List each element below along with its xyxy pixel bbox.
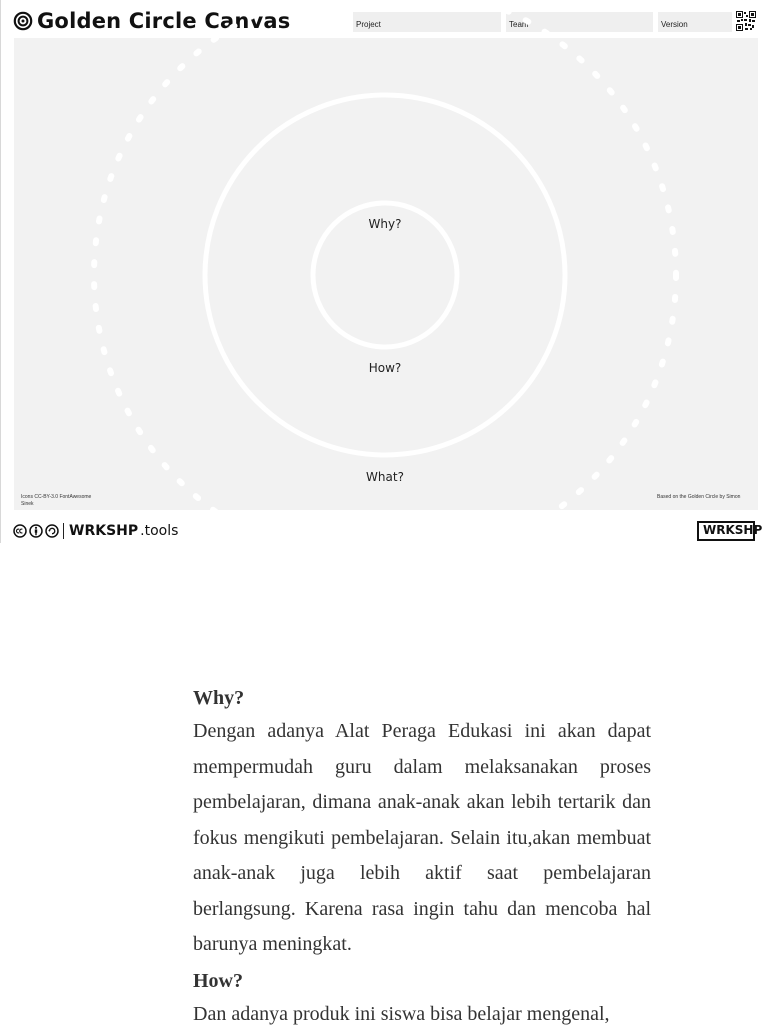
brand-suffix: .tools (140, 523, 178, 539)
wrkshp-logo-badge: WRKSHP (697, 521, 755, 541)
why-heading: Why? (193, 682, 651, 714)
what-label: What? (366, 470, 404, 484)
how-label: How? (369, 361, 402, 375)
target-icon (13, 11, 33, 31)
brand-name: WRKSHP (69, 523, 138, 539)
version-label: Version (661, 21, 732, 29)
how-heading: How? (193, 965, 651, 997)
project-field[interactable] (353, 12, 501, 32)
why-label: Why? (369, 217, 402, 231)
golden-circle-rings (14, 38, 758, 510)
why-paragraph: Dengan adanya Alat Peraga Edukasi ini akan dapat mempermudah guru dalam melaksanakan proses pembelajaran, dimana anak-anak akan lebih tertarik dan fokus mengikuti pembelajaran. Selain itu,akan membuat anak-anak juga lebih aktif saat pembelajaran berlangsung. Karena rasa ingin tahu dan mencoba hal barunya meningkat. (193, 714, 651, 963)
footer-divider (63, 523, 64, 539)
share-alike-icon (45, 524, 59, 538)
attribution-icon (29, 524, 43, 538)
document-body (193, 682, 651, 1032)
canvas-title-bar (13, 8, 290, 34)
icon-credits: Icons CC-BY-3.0 FontAwesome Sinek (21, 494, 101, 508)
how-paragraph: Dan adanya produk ini siswa bisa belajar mengenal, (193, 997, 651, 1032)
golden-circle-board[interactable] (14, 38, 758, 510)
qr-code-icon (736, 11, 756, 31)
creative-commons-icon (13, 524, 27, 538)
how-ring (205, 95, 565, 455)
project-label: Project (356, 21, 501, 29)
canvas-title: Golden Circle Canvas (37, 9, 290, 33)
version-field[interactable] (658, 12, 732, 32)
license-footer (13, 520, 178, 542)
golden-circle-credit: Based on the Golden Circle by Simon (657, 494, 757, 501)
team-label: Team (509, 21, 653, 29)
